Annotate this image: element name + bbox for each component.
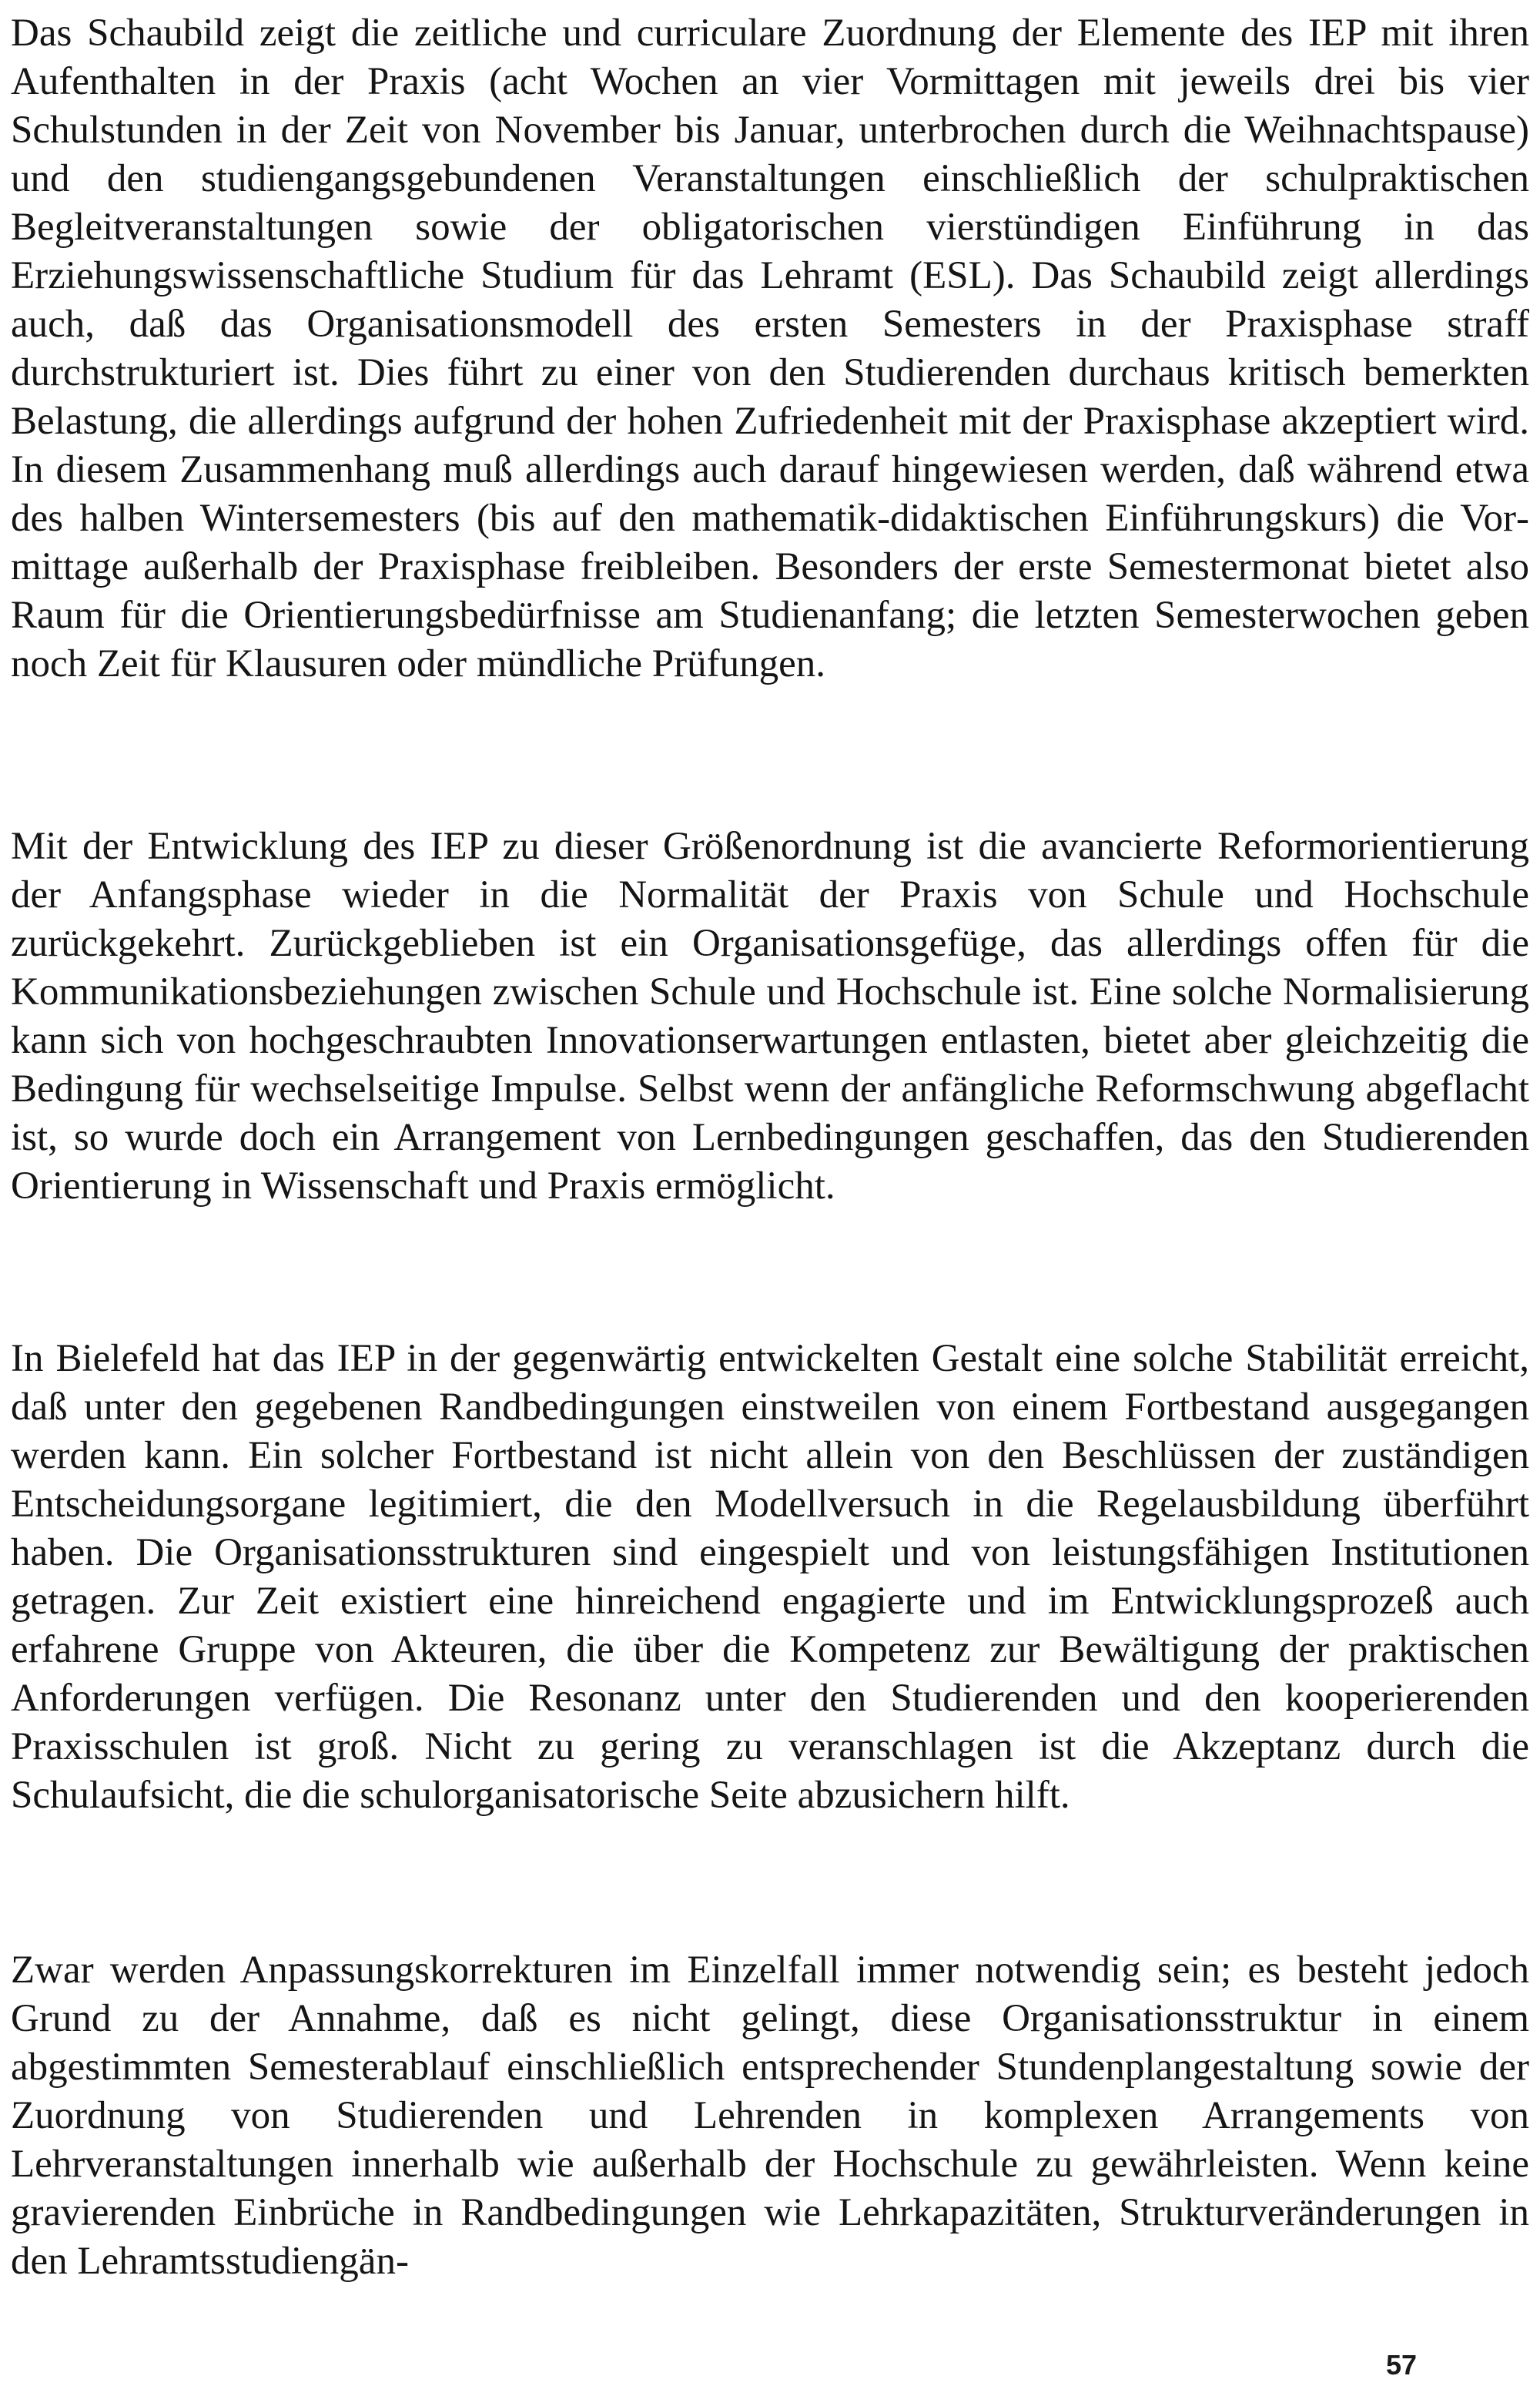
paragraph-entwicklung-iep: Mit der Entwicklung des IEP zu dieser Größenordnung ist die avancierte Reformorientierung der Anfangsphase wieder in die Normalität der Praxis von Schule und Hochschule zurückgekehrt. Zurückgeblieben ist ein Organisationsgefüge, das allerdings offen für die Kommunikationsbeziehungen zwischen Schule und Hochschule ist. Eine solche Normalisierung kann sich von hochgeschraubten Innovationserwartungen entlasten, bietet aber gleichzeitig die Bedingung für wechselseitige Impulse. Selbst wenn der anfängliche Reformschwung abgeflacht ist, so wurde doch ein Arrangement von Lernbedingungen geschaffen, das den Studierenden Orientierung in Wissenschaft und Praxis ermöglicht.: [11, 825, 1529, 1208]
paragraph-schaubild: Das Schaubild zeigt die zeitliche und curriculare Zuordnung der Elemente des IEP mit ihren Aufenthalten in der Praxis (acht Wochen an vier Vormittagen mit jeweils drei bis vier Schulstunden in der Zeit von November bis Januar, unterbrochen durch die Weihnachtspause) und den studiengangsgebundenen Veranstaltungen einschließlich der schulpraktischen Begleitveranstaltungen sowie der obligatorischen vierstündigen Einführung in das Erziehungswissenschaftliche Studium für das Lehramt (ESL). Das Schaubild zeigt allerdings auch, daß das Organisationsmodell des ersten Semesters in der Praxisphase straff durchstrukturiert ist. Dies führt zu einer von den Studierenden durchaus kritisch bemerkten Belastung, die allerdings aufgrund der hohen Zufriedenheit mit der Praxisphase akzeptiert wird. In diesem Zusammenhang muß allerdings auch darauf hingewiesen werden, daß während etwa des halben Wintersemesters (bis auf den mathematik-didaktischen Einführungskurs) die Vormittage außerhalb der Praxisphase freibleiben. Besonders der erste Semestermonat bietet also Raum für die Orientierungsbedürfnisse am Studienanfang; die letzten Semesterwochen geben noch Zeit für Klausuren oder mündliche Prüfungen.: [11, 12, 1529, 685]
page-number: 57: [1386, 2349, 1418, 2381]
paragraph-anpassungskorrekturen: Zwar werden Anpassungskorrekturen im Einzelfall immer notwendig sein; es besteht jedoch Grund zu der Annahme, daß es nicht gelingt, diese Organisationsstruktur in einem abgestimmten Semesterablauf einschließlich entsprechender Stundenplangestaltung sowie der Zuordnung von Studierenden und Lehrenden in komplexen Arrangements von Lehrveranstaltungen innerhalb wie außerhalb der Hochschule zu gewährleisten. Wenn keine gravierenden Einbrüche in Randbedingungen wie Lehrkapazitäten, Strukturveränderungen in den Lehramtsstudiengän-: [11, 1949, 1529, 2283]
paragraph-bielefeld: In Bielefeld hat das IEP in der gegenwärtig entwickelten Gestalt eine solche Stabilität erreicht, daß unter den gegebenen Randbedingungen einstweilen von einem Fortbestand ausgegangen werden kann. Ein solcher Fortbestand ist nicht allein von den Beschlüssen der zuständigen Entscheidungsorgane legitimiert, die den Modellversuch in die Regelausbildung überführt haben. Die Organisationsstrukturen sind eingespielt und von leistungsfähigen Institutionen getragen. Zur Zeit existiert eine hinreichend engagierte und im Entwicklungsprozeß auch erfahrene Gruppe von Akteuren, die über die Kompetenz zur Bewältigung der praktischen Anforderungen verfügen. Die Resonanz unter den Studierenden und den kooperierenden Praxisschulen ist groß. Nicht zu gering zu veranschlagen ist die Akzeptanz durch die Schulaufsicht, die die schulorganisatorische Seite abzusichern hilft.: [11, 1337, 1529, 1817]
